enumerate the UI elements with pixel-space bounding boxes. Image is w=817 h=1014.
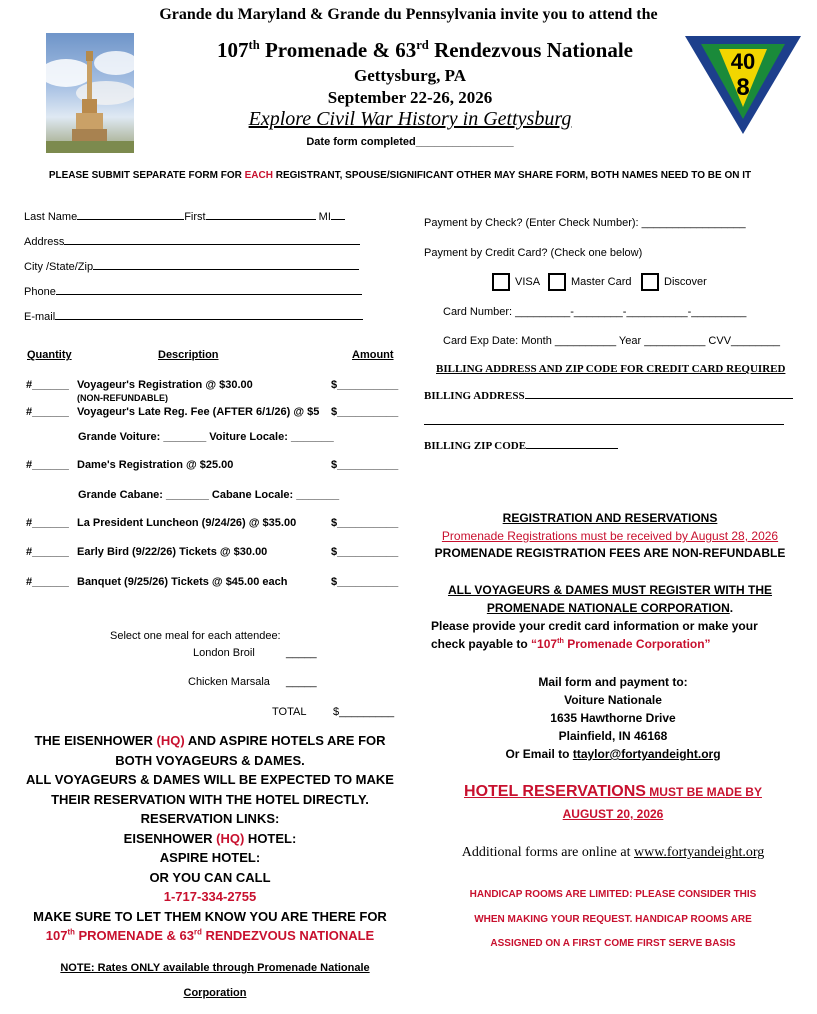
rates-note: NOTE: Rates ONLY available through Promenade Nationale bbox=[60, 962, 370, 974]
logo-bottom-text: 8 bbox=[736, 74, 750, 101]
amt-banquet[interactable]: $__________ bbox=[331, 576, 399, 588]
col-quantity: Quantity bbox=[27, 349, 72, 361]
billing-address-line-2[interactable] bbox=[424, 424, 784, 425]
hotel-phone[interactable]: 1-717-334-2755 bbox=[163, 889, 257, 904]
hotel-info bbox=[0, 731, 420, 946]
eisenhower-hotel-link[interactable] bbox=[0, 829, 420, 849]
qty-dame[interactable]: #______ bbox=[26, 459, 69, 471]
hotel-line-1a: THE EISENHOWER bbox=[34, 733, 157, 748]
reg-provide-2-text: check payable to bbox=[431, 637, 532, 651]
card-exp[interactable]: Card Exp Date: Month __________ Year __________ CVV________ bbox=[443, 335, 780, 347]
reg-all-2-dot: . bbox=[729, 601, 734, 615]
title-sup2: rd bbox=[416, 38, 429, 52]
hq-tag-2: (HQ) bbox=[216, 830, 245, 846]
hotel-line-5: RESERVATION LINKS: bbox=[140, 811, 280, 826]
hotel-line-10sup2: rd bbox=[194, 927, 202, 937]
address-label: Address bbox=[24, 236, 65, 248]
mail-email-row bbox=[413, 745, 813, 763]
email-row bbox=[24, 308, 364, 333]
amt-luncheon[interactable]: $__________ bbox=[331, 517, 399, 529]
reg-nonrefundable: PROMENADE REGISTRATION FEES ARE NON-REFUNDABLE bbox=[434, 546, 786, 560]
col-amount: Amount bbox=[352, 349, 394, 361]
date-completed: Date form completed________________ bbox=[306, 136, 514, 148]
reg-provide-red2: Promenade Corporation” bbox=[563, 637, 711, 651]
cabane-fields[interactable]: Grande Cabane: _______ Cabane Locale: _______ bbox=[78, 489, 340, 501]
aspire-hotel-link[interactable]: ASPIRE HOTEL: bbox=[159, 850, 261, 865]
hotel-reservations-date: AUGUST 20, 2026 bbox=[562, 807, 664, 821]
desc-late-fee: Voyageur's Late Reg. Fee (AFTER 6/1/26) @ $5 bbox=[77, 406, 320, 418]
city-field[interactable] bbox=[93, 258, 359, 270]
amt-voyageur[interactable]: $__________ bbox=[331, 379, 399, 391]
reg-heading: REGISTRATION AND RESERVATIONS bbox=[502, 511, 718, 525]
visa-checkbox[interactable] bbox=[492, 273, 510, 291]
reg-provide-1: Please provide your credit card information or make your bbox=[431, 619, 758, 633]
hotel-line-6b: HOTEL: bbox=[244, 830, 297, 846]
hotel-line-10 bbox=[0, 926, 420, 946]
amt-early-bird[interactable]: $__________ bbox=[331, 546, 399, 558]
meal-london-broil-blank[interactable]: _____ bbox=[286, 647, 317, 659]
city-label: City /State/Zip bbox=[24, 261, 94, 273]
phone-field[interactable] bbox=[56, 283, 362, 295]
last-name-label: Last Name bbox=[24, 211, 78, 223]
qty-voyageur[interactable]: #______ bbox=[26, 379, 69, 391]
mail-addr-1: Voiture Nationale bbox=[564, 693, 662, 707]
mastercard-checkbox[interactable] bbox=[548, 273, 566, 291]
event-dates: September 22-26, 2026 bbox=[327, 88, 493, 107]
forty-and-eight-logo bbox=[683, 33, 803, 137]
handicap-line-3: ASSIGNED ON A FIRST COME FIRST SERVE BASIS bbox=[490, 938, 736, 949]
desc-banquet: Banquet (9/25/26) Tickets @ $45.00 each bbox=[77, 576, 288, 588]
first-name-field[interactable] bbox=[206, 208, 316, 220]
qty-banquet[interactable]: #______ bbox=[26, 576, 69, 588]
logo-top-text: 40 bbox=[730, 49, 756, 74]
hotel-reservations-small: MUST BE MADE BY bbox=[645, 785, 762, 799]
hotel-line-4: THEIR RESERVATION WITH THE HOTEL DIRECTLY. bbox=[51, 791, 369, 807]
hotel-line-1b: AND ASPIRE HOTELS ARE FOR bbox=[184, 733, 386, 748]
voiture-fields[interactable]: Grande Voiture: _______ Voiture Locale: _______ bbox=[78, 431, 334, 443]
notice-each: EACH bbox=[244, 170, 273, 181]
address-field[interactable] bbox=[64, 233, 360, 245]
col-description: Description bbox=[158, 349, 219, 361]
mi-field[interactable] bbox=[331, 208, 345, 220]
forms-url-link[interactable]: www.fortyandeight.org bbox=[633, 845, 765, 860]
total-field[interactable]: $_________ bbox=[333, 706, 395, 718]
rates-note-2: Corporation bbox=[183, 987, 247, 999]
address-row bbox=[24, 233, 364, 258]
city-row bbox=[24, 258, 364, 283]
discover-option[interactable] bbox=[641, 273, 707, 291]
title-num1: 107 bbox=[217, 38, 249, 62]
hotel-line-3: ALL VOYAGEURS & DAMES WILL BE EXPECTED TO MAKE bbox=[26, 772, 394, 787]
hotel-line-10sup1: th bbox=[67, 927, 75, 937]
qty-late-fee[interactable]: #______ bbox=[26, 406, 69, 418]
billing-zip-label: BILLING ZIP CODE bbox=[424, 440, 527, 452]
qty-luncheon[interactable]: #______ bbox=[26, 517, 69, 529]
submit-notice bbox=[0, 170, 800, 181]
billing-zip-field[interactable] bbox=[526, 437, 618, 449]
meal-prompt: Select one meal for each attendee: bbox=[110, 630, 281, 642]
hotel-line-10c: RENDEZVOUS NATIONALE bbox=[201, 928, 375, 943]
meal-chicken-marsala-blank[interactable]: _____ bbox=[286, 676, 317, 688]
email-field[interactable] bbox=[55, 308, 363, 320]
title-sup1: th bbox=[248, 38, 260, 52]
hotel-line-10a: 107 bbox=[45, 928, 68, 943]
notice-pre: PLEASE SUBMIT SEPARATE FORM FOR bbox=[48, 170, 245, 181]
total-label: TOTAL bbox=[272, 706, 307, 718]
phone-row bbox=[24, 283, 364, 308]
qty-early-bird[interactable]: #______ bbox=[26, 546, 69, 558]
card-number[interactable]: Card Number: _________-________-__________-_________ bbox=[443, 306, 747, 318]
discover-label: Discover bbox=[664, 275, 707, 288]
mail-email-link[interactable]: ttaylor@fortyandeight.org bbox=[572, 747, 721, 761]
billing-address-field[interactable] bbox=[525, 387, 793, 399]
reg-provide-2 bbox=[431, 637, 711, 651]
hotel-line-10b: PROMENADE & 63 bbox=[74, 928, 195, 943]
visa-option[interactable] bbox=[492, 273, 540, 291]
monument-photo bbox=[46, 33, 134, 153]
mail-addr-3: Plainfield, IN 46168 bbox=[558, 729, 668, 743]
non-refundable-note: (NON-REFUNDABLE) bbox=[77, 393, 168, 403]
billing-address-label: BILLING ADDRESS bbox=[424, 390, 525, 402]
reg-all-1: ALL VOYAGEURS & DAMES MUST REGISTER WITH THE bbox=[447, 583, 773, 597]
desc-voyageur: Voyageur's Registration @ $30.00 bbox=[77, 379, 253, 391]
hotel-line-6a: EISENHOWER bbox=[123, 830, 217, 846]
billing-address-row bbox=[424, 387, 793, 402]
mastercard-option[interactable] bbox=[548, 273, 632, 291]
phone-label: Phone bbox=[24, 286, 56, 298]
hotel-reservations-notice bbox=[413, 783, 813, 801]
hotel-line-1 bbox=[0, 731, 420, 751]
title-end: Rendezvous Nationale bbox=[428, 38, 633, 62]
title-mid: Promenade & 63 bbox=[259, 38, 417, 62]
personal-fields bbox=[24, 208, 364, 333]
desc-luncheon: La President Luncheon (9/24/26) @ $35.00 bbox=[77, 517, 297, 529]
invite-line: Grande du Maryland & Grande du Pennsylvania invite you to attend the bbox=[159, 6, 658, 23]
meal-chicken-marsala: Chicken Marsala bbox=[188, 676, 270, 688]
mail-block bbox=[413, 673, 813, 763]
reg-deadline: Promenade Registrations must be received by August 28, 2026 bbox=[441, 529, 779, 543]
hotel-reservations-big: HOTEL RESERVATIONS bbox=[464, 783, 646, 800]
event-city: Gettysburg, PA bbox=[353, 66, 467, 85]
payment-check[interactable]: Payment by Check? (Enter Check Number): _________________ bbox=[424, 217, 746, 229]
visa-label: VISA bbox=[515, 275, 541, 288]
name-row bbox=[24, 208, 364, 233]
amt-late-fee[interactable]: $__________ bbox=[331, 406, 399, 418]
email-label: E-mail bbox=[24, 311, 56, 323]
mastercard-label: Master Card bbox=[571, 275, 632, 288]
event-tagline: Explore Civil War History in Gettysburg bbox=[248, 108, 572, 130]
reg-provide-sup: th bbox=[557, 636, 564, 645]
discover-checkbox[interactable] bbox=[641, 273, 659, 291]
reg-all-2 bbox=[410, 601, 810, 615]
handicap-line-1: HANDICAP ROOMS ARE LIMITED: PLEASE CONSIDER THIS bbox=[469, 889, 757, 900]
billing-required: BILLING ADDRESS AND ZIP CODE FOR CREDIT CARD REQUIRED bbox=[436, 363, 786, 375]
reg-provide-red1: “107 bbox=[531, 637, 558, 651]
hq-tag: (HQ) bbox=[156, 733, 185, 748]
event-title bbox=[150, 38, 700, 63]
billing-zip-row bbox=[424, 437, 618, 452]
mail-addr-2: 1635 Hawthorne Drive bbox=[550, 711, 676, 725]
desc-early-bird: Early Bird (9/22/26) Tickets @ $30.00 bbox=[77, 546, 268, 558]
last-name-field[interactable] bbox=[77, 208, 184, 220]
handicap-notice bbox=[413, 883, 813, 957]
hotel-line-2: BOTH VOYAGEURS & DAMES. bbox=[115, 752, 305, 768]
mi-label: MI bbox=[318, 211, 331, 223]
mail-label: Mail form and payment to: bbox=[538, 675, 688, 689]
first-name-label: First bbox=[184, 211, 206, 223]
hotel-line-9: MAKE SURE TO LET THEM KNOW YOU ARE THERE FOR bbox=[33, 908, 387, 924]
payment-credit: Payment by Credit Card? (Check one below) bbox=[424, 247, 643, 259]
forms-online bbox=[413, 845, 813, 861]
mail-email-pre: Or Email to bbox=[505, 747, 573, 761]
desc-dame: Dame's Registration @ $25.00 bbox=[77, 459, 234, 471]
notice-post: REGISTRANT, SPOUSE/SIGNIFICANT OTHER MAY SHARE FORM, BOTH NAMES NEED TO BE ON IT bbox=[272, 170, 752, 181]
amt-dame[interactable]: $__________ bbox=[331, 459, 399, 471]
meal-london-broil: London Broil bbox=[193, 647, 255, 659]
hotel-line-8: OR YOU CAN CALL bbox=[149, 869, 271, 885]
forms-pre: Additional forms are online at bbox=[461, 845, 634, 860]
reg-all-2-text: PROMENADE NATIONALE CORPORATION bbox=[486, 601, 730, 615]
handicap-line-2: WHEN MAKING YOUR REQUEST. HANDICAP ROOMS ARE bbox=[474, 913, 752, 925]
